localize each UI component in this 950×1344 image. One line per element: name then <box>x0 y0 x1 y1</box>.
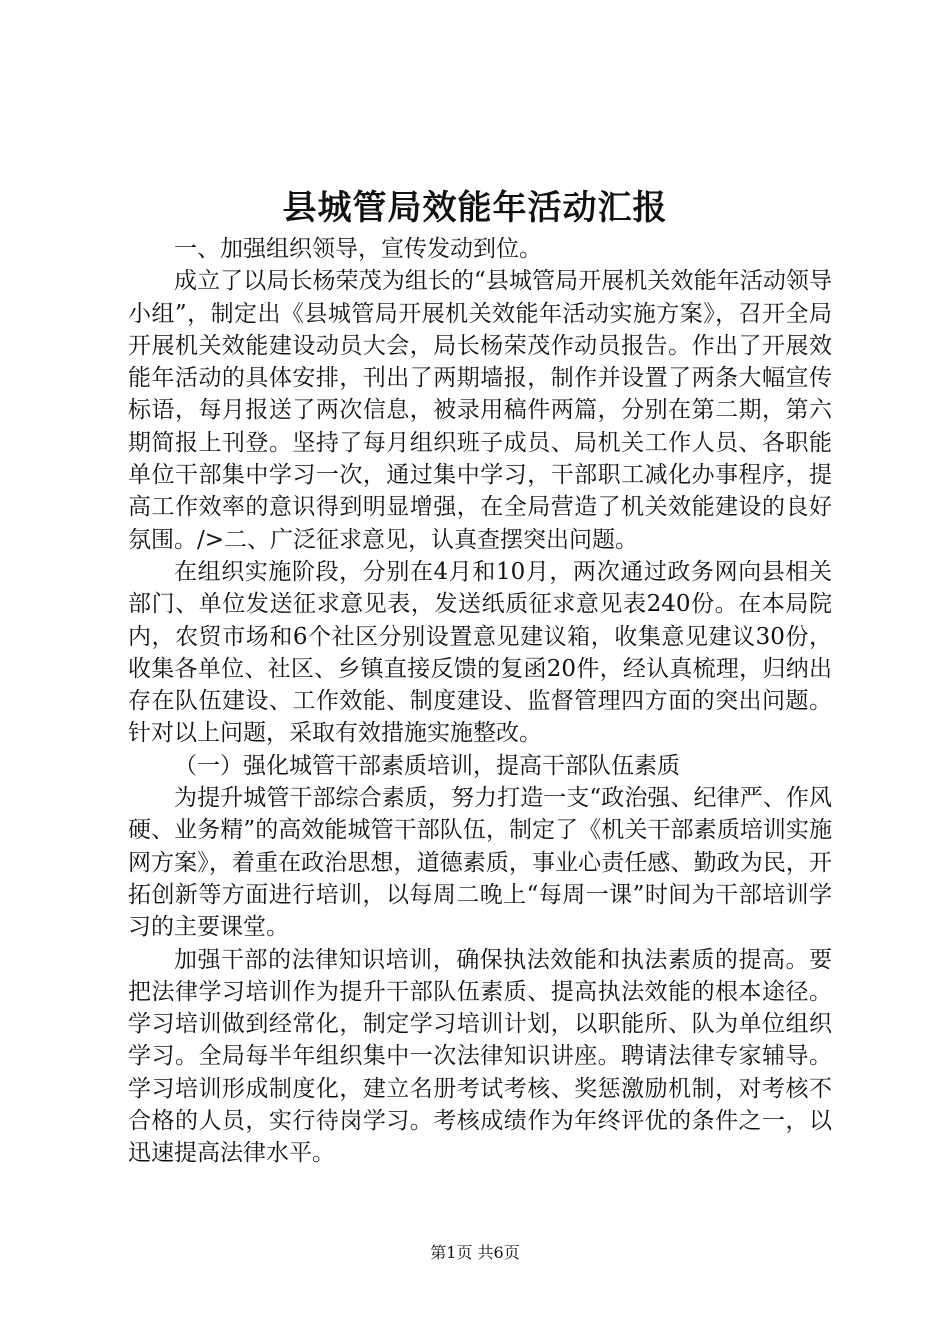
section-heading: 一、加强组织领导，宣传发动到位。 <box>174 236 542 262</box>
body-paragraph: 加强干部的法律知识培训，确保执法效能和执法素质的提高。要把法律学习培训作为提升干部队伍素质、提高执法效能的根本途径。学习培训做到经常化，制定学习培训计划，以职能所、队为单位组织学习。全局每半年组织集中一次法律知识讲座。聘请法律专家辅导。学习培训形成制度化，建立名册考试考核、奖惩激励机制，对考核不合格的人员，实行待岗学习。考核成绩作为年终评优的条件之一，以迅速提高法律水平。 <box>128 946 832 1167</box>
page-footer: 第1页 共6页 <box>430 1243 520 1262</box>
body-paragraph: 成立了以局长杨荣茂为组长的“县城管局开展机关效能年活动领导小组”，制定出《县城管局开展机关效能年活动实施方案》，召开全局开展机关效能建设动员大会，局长杨荣茂作动员报告。作出了开展效能年活动的具体安排，刊出了两期墙报，制作并设置了两条大幅宣传标语，每月报送了两次信息，被录用稿件两篇，分别在第二期，第六期简报上刊登。坚持了每月组织班子成员、局机关工作人员、各职能单位干部集中学习一次，通过集中学习，干部职工减化办事程序，提高工作效率的意识得到明显增强，在全局营造了机关效能建设的良好氛围。/>二、广泛征求意见，认真查摆突出问题。 <box>128 268 832 553</box>
document-title: 县城管局效能年活动汇报 <box>282 188 668 228</box>
document-body <box>128 233 832 1170</box>
subsection-heading: （一）强化城管干部素质培训，提高干部队伍素质 <box>174 752 680 779</box>
body-paragraph: 为提升城管干部综合素质，努力打造一支“政治强、纪律严、作风硬、业务精”的高效能城管干部队伍，制定了《机关干部素质培训实施网方案》，着重在政治思想，道德素质，事业心责任感、勤政为民，开拓创新等方面进行培训，以每周二晚上“每周一课”时间为干部培训学习的主要课堂。 <box>128 785 832 941</box>
body-paragraph: 在组织实施阶段，分别在4月和10月，两次通过政务网向县相关部门、单位发送征求意见表，发送纸质征求意见表240份。在本局院内，农贸市场和6个社区分别设置意见建议箱，收集意见建议30份，收集各单位、社区、乡镇直接反馈的复函20件，经认真梳理，归纳出存在队伍建设、工作效能、制度建设、监督管理四方面的突出问题。针对以上问题，采取有效措施实施整改。 <box>128 558 832 747</box>
